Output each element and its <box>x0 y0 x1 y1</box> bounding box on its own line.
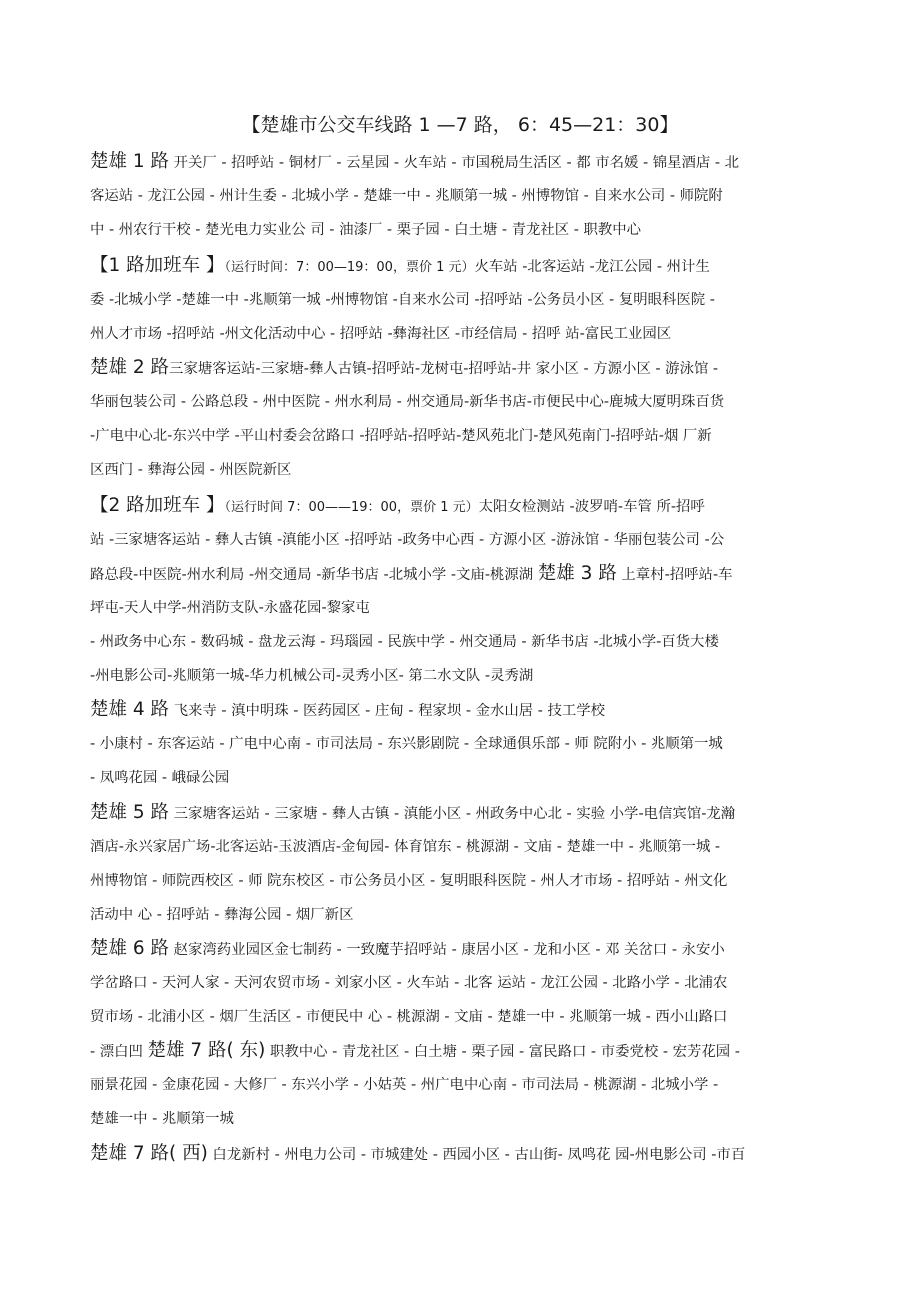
route-1-extra-line-2: 委 -北城小学 -楚雄一中 -兆顺第一城 -州博物馆 -自来水公司 -招呼站 -公务员小区 - 复明眼科医院 - <box>90 292 715 308</box>
route-3-line-4: -州电影公司-兆顺第一城-华力机械公司-灵秀小区- 第二水文队 -灵秀湖 <box>90 668 534 684</box>
route-1-line-1 <box>90 145 739 179</box>
route-2-extra-line-3 <box>90 557 733 591</box>
route-7-west-stops: 白龙新村 - 州电力公司 - 市城建处 - 西园小区 - 古山街- 凤鸣花 园-州电影公司 -市百 <box>207 1147 746 1163</box>
route-1-line-3: 中 - 州农行干校 - 楚光电力实业公 司 - 油漆厂 - 栗子园 - 白土塘 - 青龙社区 - 职教中心 <box>90 222 642 238</box>
route-6-line-2: 学岔路口 - 天河人家 - 天河农贸市场 - 刘家小区 - 火车站 - 北客 运站 - 龙江公园 - 北路小学 - 北浦农 <box>90 975 728 991</box>
route-2-extra-heading: 【2 路加班车 】 <box>90 495 225 516</box>
route-2-stops: 三家塘客运站-三家塘-彝人古镇-招呼站-龙树屯-招呼站-井 家小区 - 方源小区 - 游泳馆 - <box>169 361 719 377</box>
route-2-extra-stops: 太阳女检测站 -波罗哨-车管 所-招呼 <box>478 499 705 515</box>
route-7-east-heading: 楚雄 7 路( 东) <box>147 1040 266 1061</box>
route-3-heading: 楚雄 3 路 <box>537 563 617 584</box>
route-1-heading: 楚雄 1 路 <box>90 151 170 172</box>
route-6-heading: 楚雄 6 路 <box>90 938 170 959</box>
route-7-east-stops: 职教中心 - 青龙社区 - 白土塘 - 栗子园 - 富民路口 - 市委党校 - 宏芳花园 - <box>265 1044 740 1060</box>
route-5-stops: 三家塘客运站 - 三家塘 - 彝人古镇 - 滇能小区 - 州政务中心北 - 实验 小学-电信宾馆-龙瀚 <box>169 806 736 822</box>
route-2-heading: 楚雄 2 路 <box>90 357 170 378</box>
route-2-extra-line-1 <box>90 489 705 523</box>
route-2-line-4: 区西门 - 彝海公园 - 州医院新区 <box>90 462 292 478</box>
route-6-line-3: 贸市场 - 北浦小区 - 烟厂生活区 - 市便民中 心 - 桃源湖 - 文庙 - 楚雄一中 - 兆顺第一城 - 西小山路口 <box>90 1009 728 1025</box>
route-6-line-4 <box>90 1034 740 1068</box>
route-2-line-1 <box>90 351 718 385</box>
route-4-line-3: - 凤鸣花园 - 峨碌公园 <box>90 770 230 786</box>
document-title: 【楚雄市公交车线路 1 —7 路， 6：45—21：30】 <box>241 114 679 136</box>
route-5-line-4: 活动中 心 - 招呼站 - 彝海公园 - 烟厂新区 <box>90 907 354 923</box>
route-3-line-3: - 州政务中心东 - 数码城 - 盘龙云海 - 玛瑙园 - 民族中学 - 州交通局 - 新华书店 -北城小学-百货大楼 <box>90 634 719 650</box>
route-4-line-2: - 小康村 - 东客运站 - 广电中心南 - 市司法局 - 东兴影剧院 - 全球通俱乐部 - 师 院附小 - 兆顺第一城 <box>90 736 723 752</box>
route-1-extra-note: （运行时间：7：00—19：00，票价 1 元） <box>224 260 475 275</box>
route-2-extra-stops-end: 路总段-中医院-州水利局 -州交通局 -新华书店 -北城小学 -文庙-桃源湖 <box>90 567 538 583</box>
route-2-extra-note: （运行时间 7：00——19：00，票价 1 元） <box>224 500 479 515</box>
route-7-east-line-2: 丽景花园 - 金康花园 - 大修厂 - 东兴小学 - 小姑英 - 州广电中心南 - 市司法局 - 桃源湖 - 北城小学 - <box>90 1077 719 1093</box>
route-3-line-2: 坪屯-天人中学-州消防支队-永盛花园-黎家屯 <box>90 600 370 616</box>
route-7-west-line-1 <box>90 1137 745 1171</box>
route-5-line-2: 酒店-永兴家居广场-北客运站-玉波酒店-金甸园- 体育馆东 - 桃源湖 - 文庙 - 楚雄一中 - 兆顺第一城 - <box>90 839 721 855</box>
route-3-stops: 上章村-招呼站-车 <box>616 567 733 583</box>
route-1-stops: 开关厂 - 招呼站 - 铜材厂 - 云星园 - 火车站 - 市国税局生活区 - 都 市名媛 - 锦星酒店 - 北 <box>169 155 740 171</box>
route-2-extra-line-2: 站 -三家塘客运站 - 彝人古镇 -滇能小区 -招呼站 -政务中心西 - 方源小区 -游泳馆 - 华丽包装公司 -公 <box>90 532 725 548</box>
route-1-extra-line-3: 州人才市场 -招呼站 -州文化活动中心 - 招呼站 -彝海社区 -市经信局 - 招呼 站-富民工业园区 <box>90 326 672 342</box>
route-1-line-2: 客运站 - 龙江公园 - 州计生委 - 北城小学 - 楚雄一中 - 兆顺第一城 - 州博物馆 - 自来水公司 - 师院附 <box>90 188 723 204</box>
route-4-stops: 飞来寺 - 滇中明珠 - 医药园区 - 庄甸 - 程家坝 - 金水山居 - 技工学校 <box>169 703 606 719</box>
route-6-line-1 <box>90 932 725 966</box>
route-6-stops-end: - 漂白凹 <box>90 1044 148 1060</box>
route-5-line-1 <box>90 796 735 830</box>
route-4-heading: 楚雄 4 路 <box>90 699 170 720</box>
route-5-heading: 楚雄 5 路 <box>90 802 170 823</box>
route-7-east-line-3: 楚雄一中 - 兆顺第一城 <box>90 1111 234 1127</box>
route-2-line-2: 华丽包装公司 - 公路总段 - 州中医院 - 州水利局 - 州交通局-新华书店-市便民中心-鹿城大厦明珠百货 <box>90 394 725 410</box>
route-1-extra-heading: 【1 路加班车 】 <box>90 255 225 276</box>
route-2-line-3: -广电中心北-东兴中学 -平山村委会岔路口 -招呼站-招呼站-楚风苑北门-楚风苑南门-招呼站-烟 厂新 <box>90 428 712 444</box>
route-5-line-3: 州博物馆 - 师院西校区 - 师 院东校区 - 市公务员小区 - 复明眼科医院 - 州人才市场 - 招呼站 - 州文化 <box>90 873 728 889</box>
route-7-west-heading: 楚雄 7 路( 西) <box>90 1143 208 1164</box>
route-4-line-1 <box>90 693 605 727</box>
route-1-extra-line-1 <box>90 249 710 283</box>
route-6-stops: 赵家湾药业园区金七制药 - 一致魔芋招呼站 - 康居小区 - 龙和小区 - 邓 关岔口 - 永安小 <box>169 942 725 958</box>
route-1-extra-stops: 火车站 -北客运站 -龙江公园 - 州计生 <box>474 259 710 275</box>
